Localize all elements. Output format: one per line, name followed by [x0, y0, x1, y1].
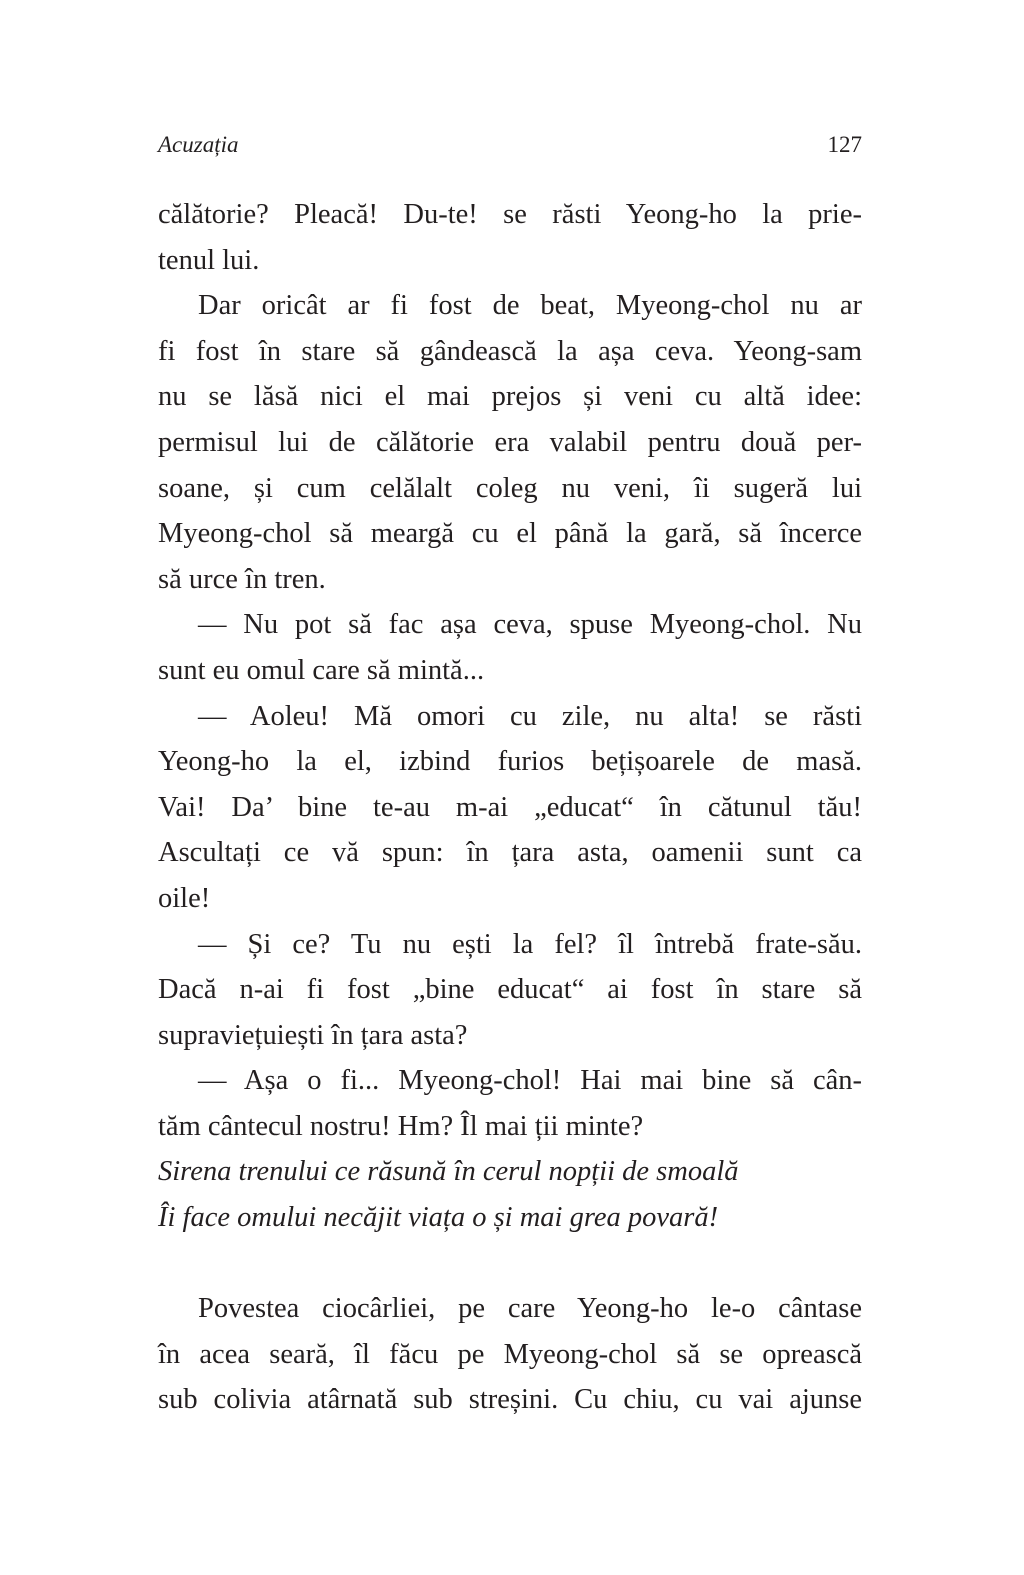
text-line: în acea seară, îl făcu pe Myeong-chol să se oprească: [158, 1338, 862, 1370]
text-line: — Așa o fi... Myeong-chol! Hai mai bine să cân-: [198, 1065, 862, 1097]
running-title: Acuzația: [158, 132, 239, 157]
verse-line: Îi face omului necăjit viața o și mai grea povară!: [158, 1202, 719, 1234]
text-line: sub colivia atârnată sub streșini. Cu chiu, cu vai ajunse: [158, 1384, 862, 1416]
text-line: Yeong-ho la el, izbind furios bețișoarele de masă.: [158, 746, 862, 778]
text-line: — Nu pot să fac așa ceva, spuse Myeong-chol. Nu: [198, 609, 862, 641]
text-line: permisul lui de călătorie era valabil pentru două per-: [158, 426, 862, 458]
text-line: Povestea ciocârliei, pe care Yeong-ho le-o cântase: [198, 1293, 862, 1324]
text-line: nu se lăsă nici el mai prejos și veni cu altă idee:: [158, 381, 862, 413]
text-line: tăm cântecul nostru! Hm? Îl mai ții minte?: [158, 1110, 644, 1142]
text-line: călătorie? Pleacă! Du-te! se răsti Yeong-ho la prie-: [158, 199, 862, 230]
text-line: Dacă n-ai fi fost „bine educat“ ai fost în stare să: [158, 974, 862, 1006]
text-line: Myeong-chol să meargă cu el până la gară, să încerce: [158, 518, 862, 550]
text-block-2: [158, 1286, 862, 1423]
text-line: supraviețuiești în țara asta?: [158, 1019, 468, 1051]
text-line: soane, și cum celălalt coleg nu veni, îi sugeră lui: [158, 472, 862, 504]
text-line: Ascultați ce vă spun: în țara asta, oamenii sunt ca: [158, 837, 862, 869]
text-line: tenul lui.: [158, 244, 260, 276]
text-block-1: [158, 192, 862, 1241]
running-header: [158, 132, 862, 164]
text-line: fi fost în stare să gândească la așa ceva. Yeong-sam: [158, 335, 862, 367]
page-number: 127: [827, 132, 862, 157]
text-line: oile!: [158, 882, 211, 914]
text-line: — Și ce? Tu nu ești la fel? îl întrebă frate-său.: [198, 928, 862, 960]
text-line: să urce în tren.: [158, 563, 326, 595]
text-line: Vai! Da’ bine te-au m-ai „educat“ în cătunul tău!: [158, 791, 862, 823]
text-line: Dar oricât ar fi fost de beat, Myeong-chol nu ar: [198, 290, 862, 322]
text-line: sunt eu omul care să mintă...: [158, 654, 485, 686]
text-line: — Aoleu! Mă omori cu zile, nu alta! se răsti: [198, 700, 862, 732]
verse-line: Sirena trenului ce răsună în cerul nopții de smoală: [158, 1156, 739, 1188]
